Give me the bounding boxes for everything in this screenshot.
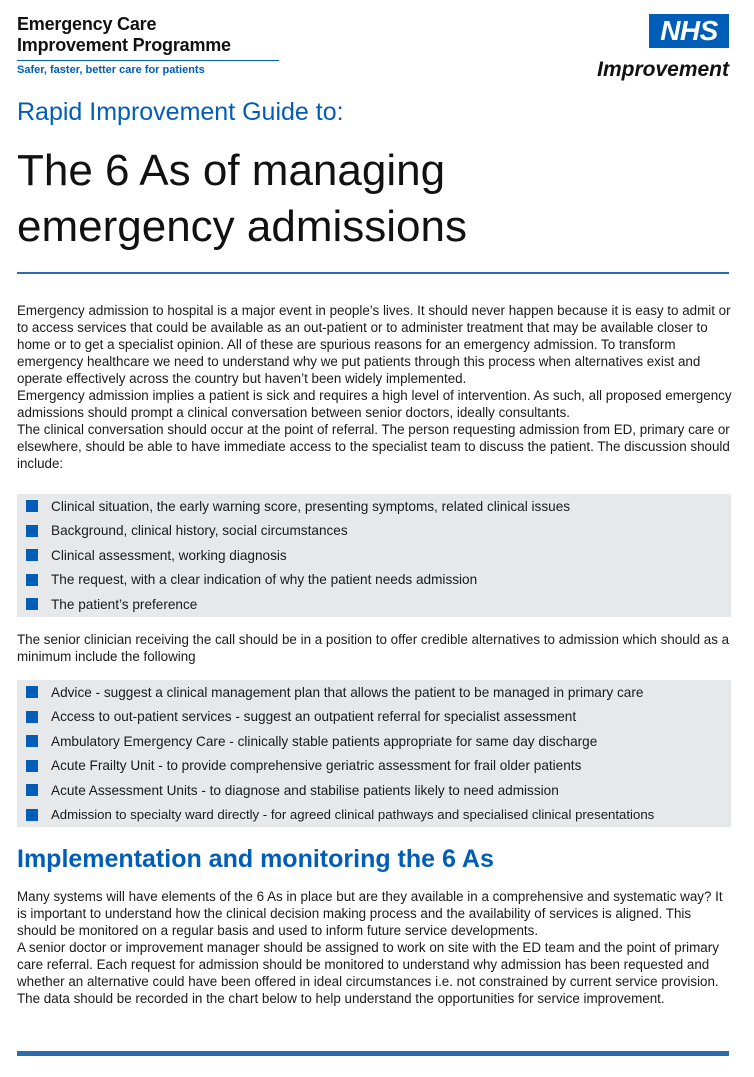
list-item-text: The request, with a clear indication of why the patient needs admission [51,572,478,588]
ecip-logo [17,14,279,76]
square-bullet-icon [26,809,38,821]
title-line1: The 6 As of managing [17,146,446,195]
list-item-text: Advice - suggest a clinical management plan that allows the patient to be managed in primary care [51,684,644,700]
title-divider [17,272,729,274]
org-name-line1: Emergency Care [17,14,157,34]
list-item [17,778,731,803]
implementation-paragraph-2: A senior doctor or improvement manager should be assigned to work on site with the ED team and the point of primary care referral. Each request for admission should be monitored to understand why admission has been requested and whether an alternative could have been offered in ideal circumstances i.e. not constrained by current service provision. The data should be recorded in the chart below to help understand the opportunities for service improvement. [17,940,719,1006]
list-item [17,592,731,617]
square-bullet-icon [26,711,38,723]
list-item-text: Access to out-patient services - suggest an outpatient referral for specialist assessment [51,709,577,725]
square-bullet-icon [26,735,38,747]
list-item [17,494,731,519]
list-item [17,729,731,754]
square-bullet-icon [26,686,38,698]
nhs-logo: NHS [649,14,729,48]
list-item-text: Ambulatory Emergency Care - clinically stable patients appropriate for same day discharge [51,733,598,749]
nhs-improvement-label: Improvement [597,58,729,81]
list-item [17,568,731,593]
logo-divider [17,60,279,61]
alternatives-list [17,680,731,827]
square-bullet-icon [26,784,38,796]
square-bullet-icon [26,574,38,586]
discussion-list [17,494,731,617]
square-bullet-icon [26,760,38,772]
alternatives-intro-text: The senior clinician receiving the call should be in a position to offer credible alternatives to admission which should as a minimum include the following [17,632,730,664]
list-item-text: Clinical assessment, working diagnosis [51,547,287,563]
square-bullet-icon [26,598,38,610]
section-heading: Implementation and monitoring the 6 As [17,845,494,873]
list-item-text: Background, clinical history, social circumstances [51,523,348,539]
list-item [17,705,731,730]
page-subtitle: Rapid Improvement Guide to: [17,98,344,126]
org-name-line2: Improvement Programme [17,35,231,55]
title-line2: emergency admissions [17,202,467,251]
list-item-text: Acute Assessment Units - to diagnose and stabilise patients likely to need admission [51,782,559,798]
list-item [17,680,731,705]
intro-text [17,302,733,472]
org-tagline: Safer, faster, better care for patients [17,64,205,76]
alternatives-intro [17,631,733,665]
intro-paragraph-2: Emergency admission implies a patient is sick and requires a high level of intervention. As such, all proposed emergency admissions should prompt a clinical conversation between senior doctors, ideally consultants. [17,388,732,420]
list-item [17,543,731,568]
implementation-text [17,888,733,1007]
square-bullet-icon [26,525,38,537]
square-bullet-icon [26,549,38,561]
intro-paragraph-3: The clinical conversation should occur at the point of referral. The person requesting admission from ED, primary care or elsewhere, should be able to have immediate access to the specialist team to discuss the patient. The discussion should include: [17,422,730,471]
page-title [17,143,467,255]
list-item-text: Clinical situation, the early warning score, presenting symptoms, related clinical issues [51,498,571,514]
list-item [17,803,731,828]
square-bullet-icon [26,500,38,512]
list-item-text: Acute Frailty Unit - to provide comprehensive geriatric assessment for frail older patients [51,758,582,774]
implementation-paragraph-1: Many systems will have elements of the 6 As in place but are they available in a comprehensive and systematic way? It is important to understand how the clinical decision making process and the availability of services is aligned. This should be monitored on a regular basis and used to inform future service developments. [17,889,723,938]
list-item-text: The patient’s preference [51,596,198,612]
intro-paragraph-1: Emergency admission to hospital is a major event in people’s lives. It should never happen because it is easy to admit or to access services that could be available as an out-patient or to administer treatment that may be available closer to home or to get a specialist opinion. All of these are spurious reasons for an emergency admission. To transform emergency healthcare we need to understand why we put patients through this process when alternatives exist and operate effectively across the country but haven’t been widely implemented. [17,303,731,386]
list-item-text: Admission to specialty ward directly - for agreed clinical pathways and specialised clinical presentations [51,807,655,823]
list-item [17,754,731,779]
footer-divider [17,1051,729,1056]
list-item [17,519,731,544]
